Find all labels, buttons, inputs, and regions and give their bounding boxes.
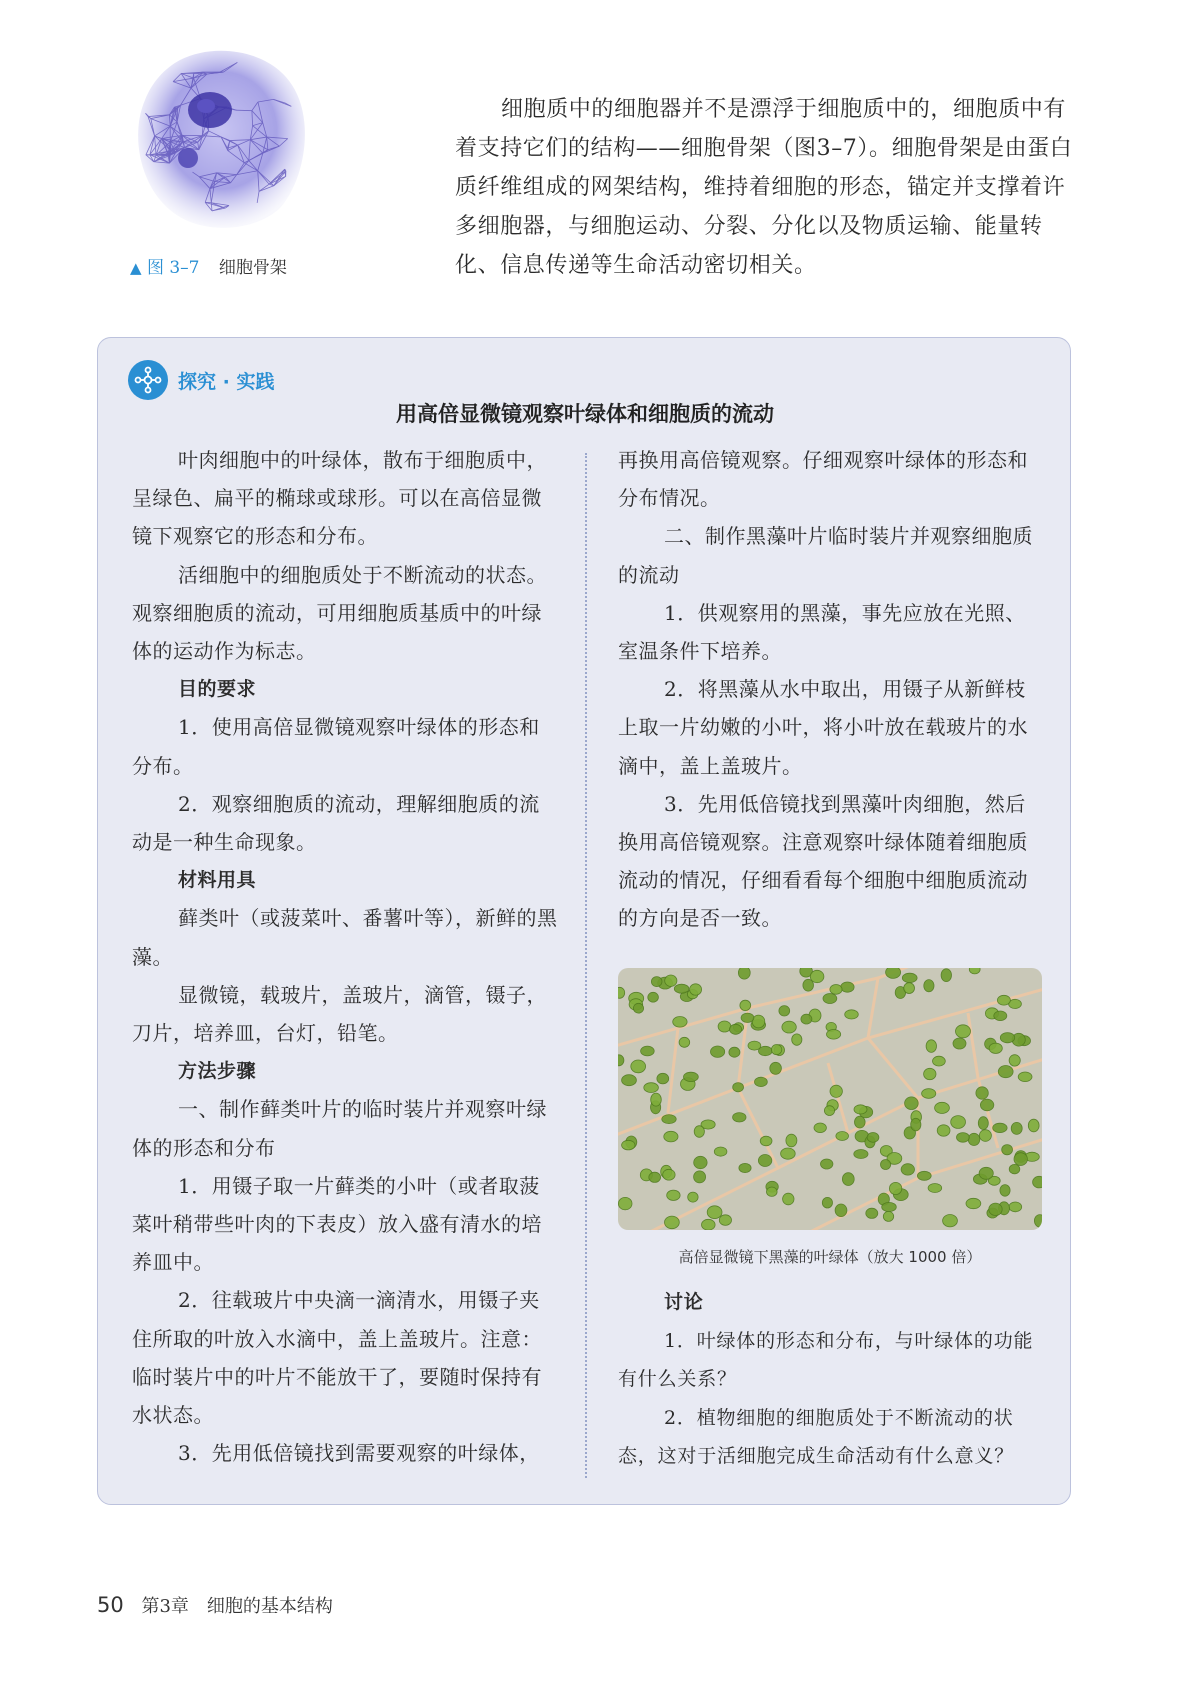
question-2: 2．植物细胞的细胞质处于不断流动的状态，这对于活细胞完成生命活动有什么意义？ bbox=[618, 1406, 1015, 1467]
goal-2: 2．观察细胞质的流动，理解细胞质的流动是一种生命现象。 bbox=[132, 791, 540, 855]
step-b-3: 3．先用低倍镜找到黑藻叶肉细胞，然后换用高倍镜观察。注意观察叶绿体随着细胞质流动的情况，仔细看看每个细胞中细胞质流动的方向是否一致。 bbox=[618, 791, 1028, 931]
goal-1: 1．使用高倍显微镜观察叶绿体的形态和分布。 bbox=[132, 715, 540, 778]
micrograph-caption: 高倍显微镜下黑藻的叶绿体（放大 1000 倍） bbox=[678, 1248, 982, 1266]
step-b-title: 二、制作黑藻叶片临时装片并观察细胞质的流动 bbox=[618, 524, 1033, 587]
step-a-2: 2．往载玻片中央滴一滴清水，用镊子夹住所取的叶放入水滴中，盖上盖玻片。注意：临时装片中的叶片不能放干了，要随时保持有水状态。 bbox=[132, 1288, 542, 1428]
step-b-1: 1．供观察用的黑藻，事先应放在光照、室温条件下培养。 bbox=[618, 600, 1026, 664]
intro-chloroplast: 叶肉细胞中的叶绿体，散布于细胞质中，呈绿色、扁平的椭球或球形。可以在高倍显微镜下观察它的形态和分布。 bbox=[132, 448, 547, 549]
figure-caption bbox=[130, 253, 287, 278]
discussion-section bbox=[618, 1283, 1042, 1476]
intro-cytoplasm-flow: 活细胞中的细胞质处于不断流动的状态。观察细胞质的流动，可用细胞质基质中的叶绿体的运动作为标志。 bbox=[132, 562, 547, 664]
cytoskeleton-illustration bbox=[120, 40, 320, 240]
inquiry-practice-box bbox=[97, 337, 1071, 1505]
heading-discussion: 讨论 bbox=[664, 1291, 704, 1313]
heading-method: 方法步骤 bbox=[178, 1060, 257, 1083]
chapter-title: 第3章 细胞的基本结构 bbox=[141, 1596, 333, 1617]
column-divider bbox=[585, 453, 587, 1478]
step-a-3: 3．先用低倍镜找到需要观察的叶绿体， bbox=[178, 1441, 540, 1466]
left-column bbox=[132, 441, 560, 1472]
step-b-2: 2．将黑藻从水中取出，用镊子从新鲜枝上取一片幼嫩的小叶，将小叶放在载玻片的水滴中，盖上盖玻片。 bbox=[618, 677, 1028, 778]
figure-cytoskeleton-image bbox=[120, 40, 320, 240]
heading-goals: 目的要求 bbox=[178, 678, 257, 701]
badge-label: 探究 · 实践 bbox=[178, 370, 275, 393]
step-a-3-continued: 再换用高倍镜观察。仔细观察叶绿体的形态和分布情况。 bbox=[618, 448, 1028, 511]
inquiry-badge bbox=[128, 360, 274, 400]
right-column bbox=[618, 441, 1042, 938]
network-nodes-icon bbox=[128, 360, 168, 400]
figure-number: 图 3–7 bbox=[146, 258, 200, 278]
page-footer bbox=[97, 1592, 333, 1618]
page-number: 50 bbox=[97, 1593, 124, 1617]
experiment-title: 用高倍显微镜观察叶绿体和细胞质的流动 bbox=[396, 402, 774, 426]
step-a-title: 一、制作藓类叶片的临时装片并观察叶绿体的形态和分布 bbox=[132, 1097, 547, 1160]
materials-1: 藓类叶（或菠菜叶、番薯叶等），新鲜的黑藻。 bbox=[132, 906, 558, 969]
chloroplast-micrograph bbox=[618, 968, 1042, 1230]
question-1: 1．叶绿体的形态和分布，与叶绿体的功能有什么关系？ bbox=[618, 1329, 1034, 1390]
heading-materials: 材料用具 bbox=[178, 869, 257, 892]
figure-title: 细胞骨架 bbox=[218, 258, 287, 278]
triangle-icon: ▲ bbox=[130, 259, 142, 277]
intro-text bbox=[455, 90, 1075, 285]
intro-paragraph: 细胞质中的细胞器并不是漂浮于细胞质中的，细胞质中有着支持它们的结构——细胞骨架（图3–7）。细胞骨架是由蛋白质纤维组成的网架结构，维持着细胞的形态，锚定并支撑着许多细胞器，与细胞运动、分裂、分化以及物质运输、能量转化、信息传递等生命活动密切相关。 bbox=[455, 97, 1073, 278]
materials-2: 显微镜，载玻片，盖玻片，滴管，镊子，刀片，培养皿，台灯，铅笔。 bbox=[132, 982, 547, 1046]
step-a-1: 1．用镊子取一片藓类的小叶（或者取菠菜叶稍带些叶肉的下表皮）放入盛有清水的培养皿中。 bbox=[132, 1173, 542, 1275]
